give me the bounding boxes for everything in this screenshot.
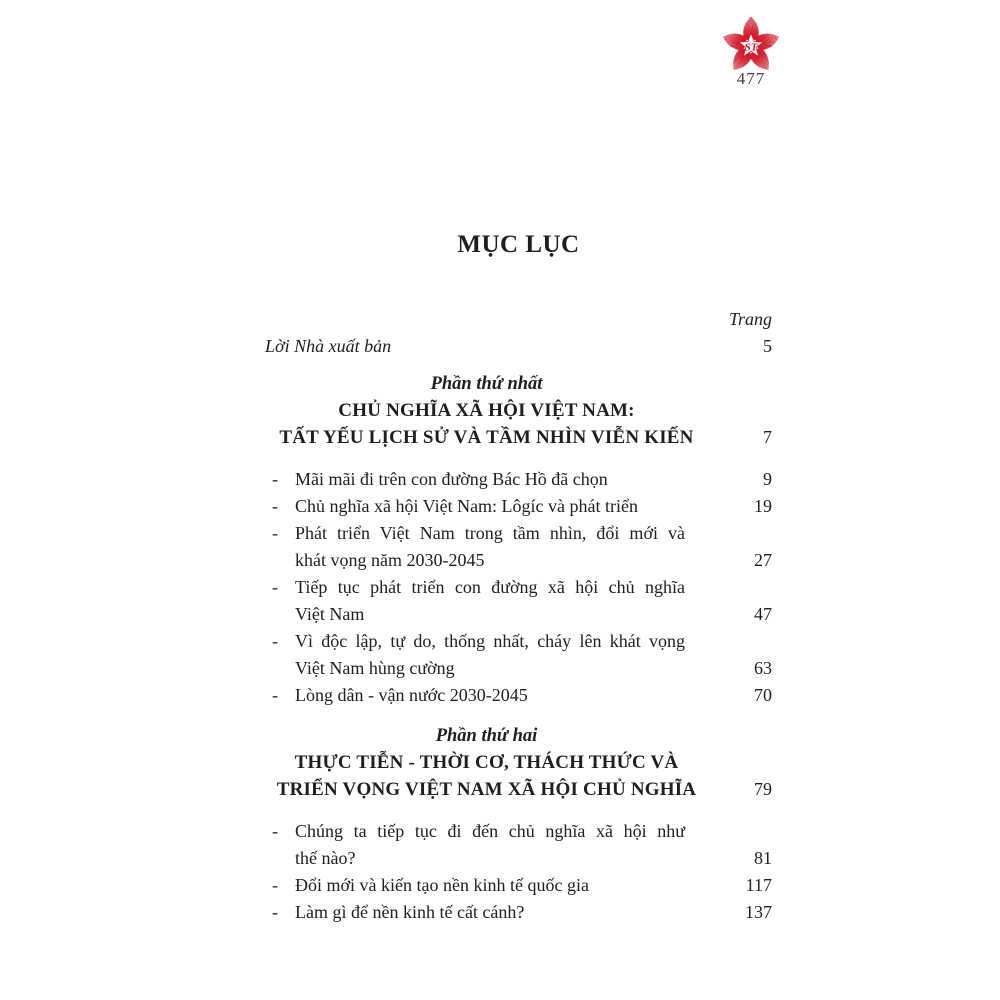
entry-bullet: -: [272, 821, 278, 841]
toc-section: [265, 371, 772, 709]
entry-page-number: 9: [763, 469, 772, 489]
section-page-number: 7: [763, 427, 772, 447]
entry-bullet: -: [272, 523, 278, 543]
section-title-line: TRIỂN VỌNG VIỆT NAM XÃ HỘI CHỦ NGHĨA: [276, 779, 697, 800]
entry-page-number: 137: [745, 902, 772, 922]
entry-line: khát vọng năm 2030-2045: [295, 550, 485, 570]
toc-content: [265, 230, 772, 926]
entry-text: [295, 520, 685, 574]
front-matter-row: [265, 334, 772, 358]
entry-page-number: 63: [754, 658, 772, 678]
entry-line: Làm gì để nền kinh tế cất cánh?: [295, 902, 525, 922]
entry-bullet: -: [272, 496, 278, 516]
section-heading: [265, 723, 772, 803]
entry-text: [295, 493, 685, 520]
front-matter-label: Lời Nhà xuất bản: [265, 336, 392, 356]
entry-line: Việt Nam: [295, 604, 365, 624]
section-title: [265, 749, 708, 803]
toc-entry: [265, 466, 772, 493]
toc-entry: [265, 520, 772, 574]
entry-text: [295, 466, 685, 493]
section-page-number: 79: [754, 779, 772, 799]
entry-line: thế nào?: [295, 848, 356, 868]
entry-page-number: 19: [754, 496, 772, 516]
entry-line: Tiếp tục phát triển con đường xã hội chủ nghĩa: [295, 577, 685, 597]
section-items: [265, 818, 772, 926]
toc-entry: [265, 628, 772, 682]
toc-entry: [265, 682, 772, 709]
entry-page-number: 70: [754, 685, 772, 705]
section-heading: [265, 371, 772, 451]
toc-section: [265, 723, 772, 926]
entry-bullet: -: [272, 902, 278, 922]
toc-title: MỤC LỤC: [457, 231, 580, 258]
toc-sections: [265, 371, 772, 926]
entry-line: Lòng dân - vận nước 2030-2045: [295, 685, 528, 705]
toc-entry: [265, 899, 772, 926]
section-title-line: CHỦ NGHĨA XÃ HỘI VIỆT NAM:: [338, 400, 635, 421]
toc-entry: [265, 574, 772, 628]
entry-text: [295, 682, 685, 709]
entry-line: Đổi mới và kiến tạo nền kinh tế quốc gia: [295, 875, 589, 895]
scan-page-number: 477: [736, 69, 766, 88]
entry-text: [295, 899, 685, 926]
entry-page-number: 47: [754, 604, 772, 624]
publisher-logo-block: [716, 14, 786, 89]
entry-line: Việt Nam hùng cường: [295, 658, 455, 678]
entry-bullet: -: [272, 631, 278, 651]
entry-text: [295, 628, 685, 682]
section-title-line: TẤT YẾU LỊCH SỬ VÀ TẦM NHÌN VIỄN KIẾN: [279, 427, 694, 448]
entry-text: [295, 872, 685, 899]
entry-page-number: 81: [754, 848, 772, 868]
publisher-monogram: ST: [744, 41, 758, 54]
entry-page-number: 117: [745, 875, 772, 895]
entry-bullet: -: [272, 469, 278, 489]
entry-line: Vì độc lập, tự do, thống nhất, cháy lên khát vọng: [295, 631, 685, 651]
part-label: Phần thứ hai: [435, 726, 538, 746]
entry-page-number: 27: [754, 550, 772, 570]
entry-bullet: -: [272, 685, 278, 705]
section-title-line: THỰC TIỄN - THỜI CƠ, THÁCH THỨC VÀ: [294, 752, 679, 773]
entry-text: [295, 574, 685, 628]
entry-line: Chủ nghĩa xã hội Việt Nam: Lôgíc và phát triển: [295, 496, 639, 516]
toc-entry: [265, 872, 772, 899]
section-items: [265, 466, 772, 709]
section-title: [265, 397, 708, 451]
toc-entry: [265, 493, 772, 520]
part-label: Phần thứ nhất: [430, 374, 543, 394]
entry-bullet: -: [272, 875, 278, 895]
entry-text: [295, 818, 685, 872]
page-column-header: Trang: [728, 309, 772, 329]
entry-line: Phát triển Việt Nam trong tầm nhìn, đổi mới và: [295, 523, 685, 543]
front-matter-page-number: 5: [763, 336, 772, 356]
entry-line: Mãi mãi đi trên con đường Bác Hồ đã chọn: [295, 469, 608, 489]
entry-line: Chúng ta tiếp tục đi đến chủ nghĩa xã hội như: [295, 821, 685, 841]
entry-bullet: -: [272, 577, 278, 597]
toc-entry: [265, 818, 772, 872]
